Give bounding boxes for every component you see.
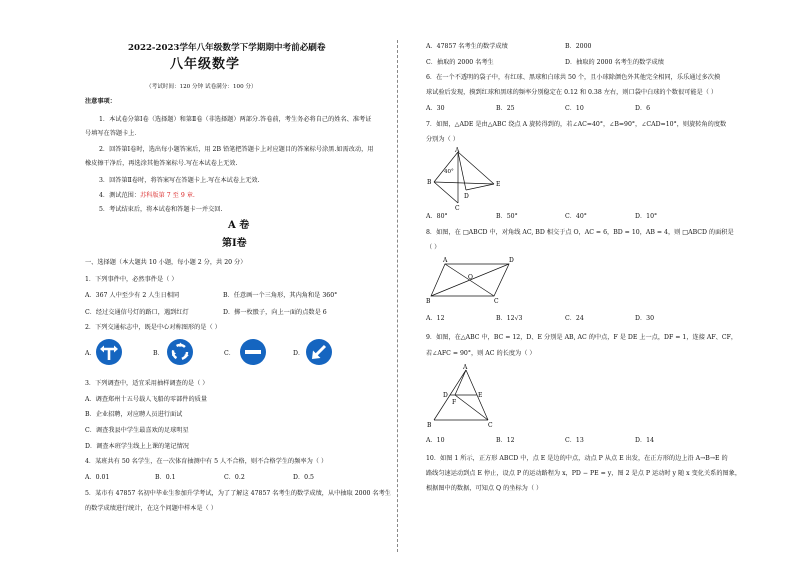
q9-label-e: E	[478, 392, 483, 399]
q7-option-c: C．40°	[565, 213, 587, 220]
q9-option-d: D．14	[635, 437, 655, 444]
q7-option-d: D．10°	[635, 213, 658, 220]
part-one-title: 第Ⅰ卷	[222, 238, 247, 249]
q9-label-d: D	[443, 392, 448, 399]
q4-option-d: D．0.5	[293, 474, 314, 481]
q8-option-c: C．24	[565, 315, 584, 322]
note-2: 2．回答第Ⅰ卷时，选出每小题答案后，用 2B 铅笔把答题卡上对应题目的答案标号涂黑.如需改动，用	[99, 146, 374, 153]
q8-label-c: C	[494, 298, 499, 305]
q6-stem-line1: 6．在一个不透明的袋子中，有红球、黑球和白球共 50 个，且小球除颜色外其他完全相同，乐乐通过多次摸	[426, 74, 721, 81]
q6-option-b: B．25	[496, 105, 515, 112]
q7-rotation-figure	[426, 148, 506, 210]
q9-stem-line1: 9．如图，在△ABC 中，BC = 12，D、E 分别是 AB, AC 的中点，F 是 DE 上一点，DF = 1，连接 AF、CF，	[426, 334, 738, 341]
q5-stem-line2: 的数学成绩进行统计，在这个问题中样本是（ ）	[85, 505, 217, 512]
q7-label-b: B	[427, 179, 432, 186]
q1-stem: 1．下列事件中，必然事件是（ ）	[85, 276, 178, 283]
notes-heading: 注意事项：	[85, 98, 116, 105]
q9-label-c: C	[488, 422, 493, 429]
q1-option-d: D．掷一枚骰子，向上一面的点数是 6	[223, 309, 327, 316]
q7-stem-line1: 7．如图，△ADE 是由△ABC 绕点 A 旋转得到的，若∠AC=40°，∠B=90°，∠CAD=10°，则旋转角的度数	[426, 121, 727, 128]
q1-option-c: C．经过交通信号灯的路口，遇到红灯	[85, 309, 189, 316]
q9-label-a: A	[463, 364, 468, 371]
q7-label-c: C	[455, 205, 460, 212]
q8-label-d: D	[509, 257, 514, 264]
note-1-cont: 号填写在答题卡上．	[85, 130, 141, 137]
q10-stem-line1: 10．如图 1 所示，正方形 ABCD 中，点 E 是边的中点，动点 P 从点 E 出发，在正方形的边上沿 A→B→E 的	[426, 455, 728, 462]
exam-info: （考试时间：120 分钟 试卷满分：100 分）	[146, 84, 257, 90]
choice-instruction: 一、选择题（本大题共 10 小题，每小题 2 分，共 20 分）	[85, 259, 247, 266]
q6-stem-line2: 球试验后发现，摸到红球和黑球的频率分别稳定在 0.12 和 0.38 左右，则口袋中白球的个数很可能是（ ）	[426, 89, 718, 96]
q5-option-c: C．抽取的 2000 名考生	[426, 59, 494, 66]
q8-parallelogram-figure	[426, 256, 518, 304]
roundabout-sign-icon	[167, 339, 193, 365]
q3-option-c: C．调查我县中学生最喜欢的足球明星	[85, 427, 189, 434]
note-3: 3．回答第Ⅱ卷时，将答案写在答题卡上.写在本试卷上无效.	[99, 177, 260, 184]
q8-option-d: D．30	[635, 315, 655, 322]
note-4	[99, 192, 195, 200]
q10-stem-line3: 根据图中的数据，可知点 Q 的坐标为（ ）	[426, 485, 543, 492]
arrow-down-left-sign-icon	[306, 339, 332, 365]
exam-title: 2022-2023学年八年级数学下学期期中考前必刷卷	[128, 43, 326, 53]
q7-angle-label: 40°	[444, 169, 454, 175]
q8-label-a: A	[443, 257, 448, 264]
note-1: 1．本试卷分第Ⅰ卷（选择题）和第Ⅱ卷（非选择题）两部分.答卷前，考生务必将自己的姓名、准考证	[99, 116, 372, 123]
q8-option-b: B．12√3	[496, 315, 523, 322]
q6-option-c: C．10	[565, 105, 584, 112]
turn-left-or-right-sign-icon	[96, 339, 122, 365]
q2-option-a: A．	[85, 350, 96, 357]
q7-label-a: A	[455, 147, 460, 154]
q7-label-e: E	[496, 181, 501, 188]
q6-option-a: A．30	[426, 105, 445, 112]
q5-option-b: B．2000	[565, 43, 592, 50]
note-5: 5．考试结束后，将本试卷和答题卡一并交回.	[99, 206, 223, 213]
page-divider	[397, 40, 398, 552]
note-2-cont: 橡皮擦干净后，再选涂其他答案标号.写在本试卷上无效.	[85, 160, 238, 167]
q2-option-c: C．	[224, 350, 235, 357]
q3-option-a: A．调查郑州十五号载人飞船的零部件的质量	[85, 396, 208, 403]
q3-option-b: B．企业招聘，对应聘人员进行面试	[85, 411, 183, 418]
q8-option-a: A．12	[426, 315, 445, 322]
q2-option-b: B．	[153, 350, 164, 357]
q9-label-f: F	[452, 399, 457, 406]
q5-option-a: A．47857 名考生的数学成绩	[426, 43, 508, 50]
q5-stem-line1: 5．某市有 47857 名初中毕业生参加升学考试，为了了解这 47857 名考生的数学成绩，从中抽取 2000 名考生	[85, 490, 391, 497]
q5-option-d: D．抽取的 2000 名考生的数学成绩	[565, 59, 664, 66]
q8-stem-line1: 8．如图，在 □ABCD 中，对角线 AC, BD 相交于点 O，AC = 6，BD = 10，AB = 4，则 □ABCD 的面积是	[426, 229, 734, 236]
q9-option-c: C．13	[565, 437, 584, 444]
q4-option-c: C．0.2	[224, 474, 245, 481]
q10-stem-line2: 路线匀速运动到点 E 停止，设点 P 的运动路程为 x，PD − PE = y，图 2 是点 P 运动时 y 随 x 变化关系的图象，	[426, 470, 742, 477]
q7-option-b: B．50°	[496, 213, 518, 220]
q9-stem-line2: 若∠AFC = 90°，则 AC 的长度为（ ）	[426, 350, 536, 357]
q3-stem: 3．下列调查中，适宜采用抽样调查的是（ ）	[85, 380, 209, 387]
q3-option-d: D．调查本班学生线上上课的笔记情况	[85, 443, 189, 450]
q9-option-a: A．10	[426, 437, 445, 444]
grade-title: 八年级数学	[170, 57, 241, 72]
q1-option-a: A．367 人中至少有 2 人生日相同	[85, 292, 180, 299]
note-4-label: 4．测试范围：	[99, 192, 141, 199]
q9-option-b: B．12	[496, 437, 515, 444]
q4-stem: 4．某班共有 50 名学生，在一次体育抽测中有 5 人不合格，则不合格学生的频率为（ ）	[85, 458, 328, 465]
q7-stem-line2: 分别为（ ）	[426, 136, 459, 143]
q4-option-a: A．0.01	[85, 474, 110, 481]
q7-label-d: D	[464, 193, 469, 200]
q1-option-b: B．任意画一个三角形，其内角和是 360°	[223, 292, 338, 299]
scope-highlight: 苏科版第 7 至 9 章.	[140, 192, 195, 199]
no-entry-bar-sign-icon	[240, 339, 266, 365]
q8-label-b: B	[426, 298, 431, 305]
q2-stem: 2．下列交通标志中，既是中心对称图形的是（ ）	[85, 324, 221, 331]
q9-triangle-figure	[426, 364, 496, 430]
q4-option-b: B．0.1	[155, 474, 176, 481]
volume-a-title: A 卷	[228, 220, 250, 231]
q8-stem-line2: （ ）	[426, 244, 441, 251]
q8-label-o: O	[468, 274, 473, 281]
q7-option-a: A．80°	[426, 213, 448, 220]
q2-option-d: D．	[293, 350, 305, 357]
q9-label-b: B	[427, 422, 432, 429]
q6-option-d: D．6	[635, 105, 651, 112]
